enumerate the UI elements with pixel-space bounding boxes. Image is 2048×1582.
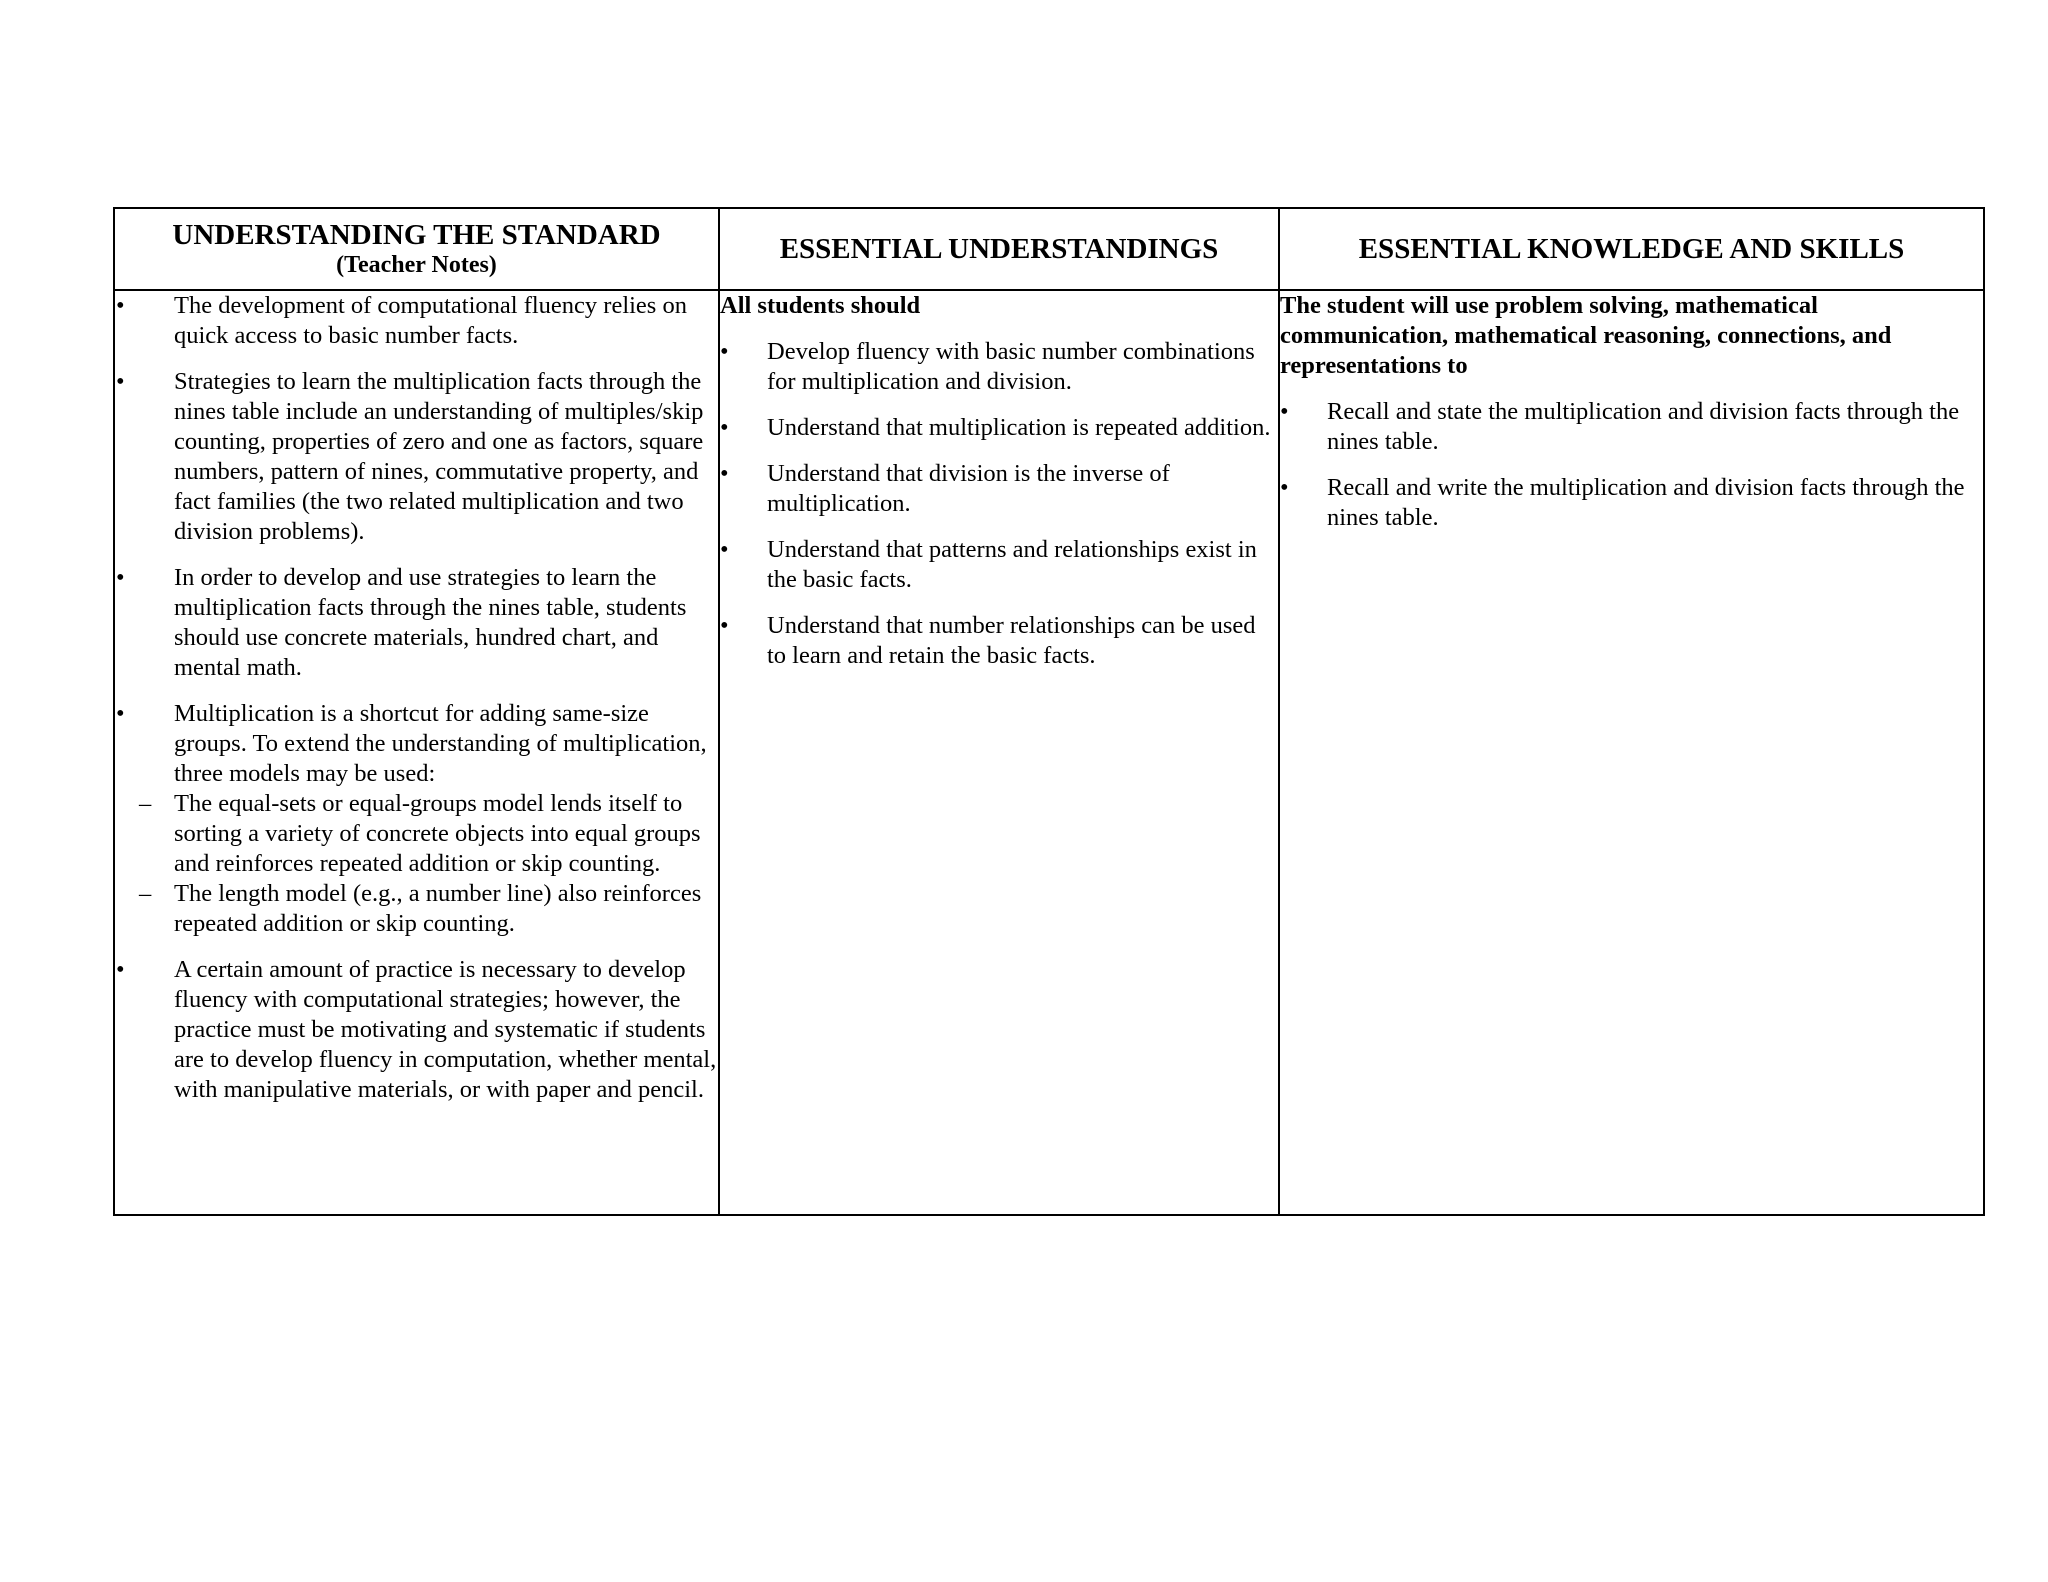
list-item-text: Multiplication is a shortcut for adding same-size groups. To extend the understanding of multiplication, three models may be used: bbox=[174, 700, 707, 787]
list-item bbox=[720, 337, 1278, 397]
list-item-text: Understand that division is the inverse of multiplication. bbox=[767, 460, 1170, 517]
bullet-marker: • bbox=[1280, 474, 1289, 501]
teacher-notes-cell bbox=[114, 290, 719, 1215]
bullet-marker: • bbox=[720, 414, 729, 441]
list-item bbox=[115, 291, 718, 351]
models-sublist bbox=[139, 789, 718, 939]
list-item bbox=[1280, 397, 1983, 457]
list-item bbox=[720, 611, 1278, 671]
list-item bbox=[115, 955, 718, 1105]
list-item-text: The development of computational fluency relies on quick access to basic number facts. bbox=[174, 292, 687, 349]
header-essential-knowledge-skills bbox=[1279, 208, 1984, 290]
content-row bbox=[114, 290, 1984, 1215]
sublist-item-text: The length model (e.g., a number line) also reinforces repeated addition or skip counting. bbox=[174, 880, 702, 937]
list-item-text: Understand that patterns and relationships exist in the basic facts. bbox=[767, 536, 1257, 593]
knowledge-skills-list bbox=[1280, 397, 1983, 533]
bullet-marker: • bbox=[116, 956, 125, 983]
list-item-text: Understand that number relationships can be used to learn and retain the basic facts. bbox=[767, 612, 1256, 669]
understandings-lead: All students should bbox=[720, 292, 921, 319]
dash-marker: – bbox=[139, 880, 152, 907]
standards-table bbox=[113, 207, 1985, 1216]
bullet-marker: • bbox=[720, 536, 729, 563]
list-item-text: Strategies to learn the multiplication facts through the nines table include an understanding of multiples/skip counting, properties of zero and one as factors, square numbers, pattern of nines, commutative property, and fact families (the two related multiplication and two division problems). bbox=[174, 368, 704, 545]
list-item bbox=[115, 367, 718, 547]
essential-understandings-cell bbox=[719, 290, 1279, 1215]
header-col3-title: ESSENTIAL KNOWLEDGE AND SKILLS bbox=[1358, 233, 1905, 265]
sublist-item bbox=[139, 789, 718, 879]
bullet-marker: • bbox=[116, 368, 125, 395]
dash-marker: – bbox=[139, 790, 152, 817]
list-item-text: Recall and state the multiplication and division facts through the nines table. bbox=[1327, 398, 1960, 455]
header-essential-understandings bbox=[719, 208, 1279, 290]
list-item bbox=[720, 413, 1278, 443]
bullet-marker: • bbox=[720, 460, 729, 487]
list-item-text: Understand that multiplication is repeated addition. bbox=[767, 414, 1271, 441]
sublist-item bbox=[139, 879, 718, 939]
sublist-item-text: The equal-sets or equal-groups model lends itself to sorting a variety of concrete objects into equal groups and reinforces repeated addition or skip counting. bbox=[174, 790, 701, 877]
knowledge-skills-cell bbox=[1279, 290, 1984, 1215]
list-item bbox=[115, 699, 718, 939]
list-item-text: Develop fluency with basic number combinations for multiplication and division. bbox=[767, 338, 1255, 395]
understandings-list bbox=[720, 337, 1278, 671]
bullet-marker: • bbox=[116, 700, 125, 727]
teacher-notes-list bbox=[115, 291, 718, 1105]
list-item-text: Recall and write the multiplication and division facts through the nines table. bbox=[1327, 474, 1965, 531]
list-item-text: A certain amount of practice is necessary to develop fluency with computational strategies; however, the practice must be motivating and systematic if students are to develop fluency in computation, whether mental, with manipulative materials, or with paper and pencil. bbox=[174, 956, 717, 1103]
list-item bbox=[1280, 473, 1983, 533]
header-col1-subtitle: (Teacher Notes) bbox=[336, 252, 497, 278]
bullet-marker: • bbox=[116, 564, 125, 591]
list-item bbox=[115, 563, 718, 683]
bullet-marker: • bbox=[116, 292, 125, 319]
list-item bbox=[720, 535, 1278, 595]
header-col2-title: ESSENTIAL UNDERSTANDINGS bbox=[779, 233, 1219, 265]
header-row bbox=[114, 208, 1984, 290]
header-understanding-the-standard bbox=[114, 208, 719, 290]
knowledge-skills-lead: The student will use problem solving, mathematical communication, mathematical reasoning, connections, and representations to bbox=[1280, 292, 1892, 379]
list-item-text: In order to develop and use strategies to learn the multiplication facts through the nines table, students should use concrete materials, hundred chart, and mental math. bbox=[174, 564, 687, 681]
bullet-marker: • bbox=[720, 338, 729, 365]
bullet-marker: • bbox=[720, 612, 729, 639]
header-col1-title: UNDERSTANDING THE STANDARD bbox=[172, 219, 661, 251]
list-item bbox=[720, 459, 1278, 519]
bullet-marker: • bbox=[1280, 398, 1289, 425]
